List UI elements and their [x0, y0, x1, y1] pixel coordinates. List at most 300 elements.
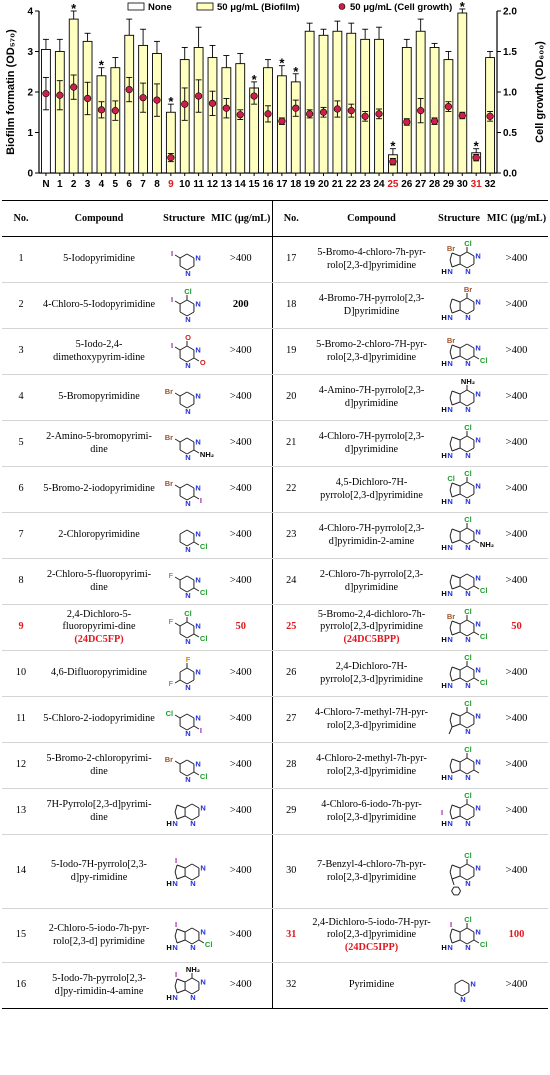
- n-atom: N: [447, 450, 453, 460]
- structure-cell: [158, 605, 210, 651]
- n-atom: N: [475, 619, 481, 628]
- pyrrole-bond: [177, 805, 185, 808]
- structure-14: [160, 850, 210, 894]
- structure-1: [160, 238, 210, 282]
- pyrrole-bond: [450, 759, 452, 766]
- substituent-pos5: I: [170, 340, 174, 350]
- x-tick-label-19: 19: [304, 179, 316, 190]
- ring-bond: [180, 622, 187, 626]
- growth-point-4: [98, 107, 105, 114]
- compound-number: 9: [2, 605, 40, 651]
- ring-bond: [187, 392, 194, 396]
- substituent-pos2: Cl: [199, 771, 208, 781]
- compound-name-cell: [310, 421, 433, 467]
- pyrrole-bond: [450, 936, 452, 943]
- ring-bond: [460, 252, 467, 256]
- pyrrole-bond: [177, 940, 185, 943]
- pyrrole-bond: [452, 876, 460, 879]
- structure-5: [160, 422, 215, 466]
- compound-number: 14: [2, 835, 40, 909]
- n-atom: N: [465, 680, 471, 690]
- n-atom: N: [185, 452, 191, 462]
- substituent-pos4: Cl: [464, 744, 472, 754]
- header-no-2: No.: [272, 201, 310, 237]
- mic-value: >400: [485, 835, 548, 909]
- mic-value: >400: [210, 375, 272, 421]
- structure-18: [435, 284, 485, 328]
- compound-name: 2-Chloro-5-fluoropyrimi-dine: [46, 569, 152, 593]
- n-atom: N: [475, 573, 481, 582]
- n-atom: N: [447, 942, 453, 952]
- x-tick-label-27: 27: [415, 179, 427, 190]
- structure-cell: [158, 963, 210, 1009]
- compound-name-cell: [40, 421, 158, 467]
- substituent-pos4: Cl: [464, 790, 472, 800]
- bar-24: [375, 39, 384, 173]
- structure-cell: [433, 963, 485, 1009]
- n-atom: N: [475, 389, 481, 398]
- substituent-pos2: NH₂: [199, 449, 215, 459]
- substituent-pos5: Br: [164, 386, 174, 396]
- compound-name-cell: [310, 329, 433, 375]
- x-tick-label-15: 15: [248, 179, 260, 190]
- ring-bond: [187, 484, 194, 488]
- compound-number: 20: [272, 375, 310, 421]
- significance-4: *: [98, 57, 104, 73]
- n-atom: N: [195, 391, 201, 400]
- substituent-pos5: I: [170, 248, 174, 258]
- bar-23: [361, 39, 370, 173]
- compound-abbreviation: (24DC5BPP): [343, 633, 400, 645]
- substituent-pos4: Cl: [184, 286, 192, 296]
- pyrrole-bond: [450, 529, 452, 536]
- n-atom: N: [195, 253, 201, 262]
- h-atom: H: [441, 312, 447, 322]
- substituent-pos2: Cl: [479, 585, 488, 595]
- bar-N: [41, 49, 50, 173]
- n-atom: N: [185, 360, 191, 370]
- x-tick-label-11: 11: [193, 179, 204, 190]
- pyrrole-bond: [177, 990, 185, 993]
- pyrrole-bond: [450, 444, 452, 451]
- n-atom: N: [195, 759, 201, 768]
- compound-number: 19: [272, 329, 310, 375]
- mic-value: >400: [485, 421, 548, 467]
- mic-value: >400: [485, 237, 548, 283]
- ring-bond: [187, 530, 194, 534]
- n-atom: N: [195, 667, 201, 676]
- growth-point-29: [445, 103, 452, 110]
- structure-cell: [158, 789, 210, 835]
- ring-bond: [180, 392, 187, 396]
- y-tick-label-left: 4: [27, 6, 33, 18]
- compound-number: 10: [2, 651, 40, 697]
- n-atom: N: [447, 542, 453, 552]
- ring-bond: [192, 864, 199, 868]
- compound-name-cell: [40, 789, 158, 835]
- mic-value: >400: [210, 835, 272, 909]
- structure-4: [160, 376, 210, 420]
- bar-22: [347, 33, 356, 173]
- structure-21: [435, 422, 485, 466]
- n-atom: N: [200, 927, 206, 936]
- n-atom: N: [475, 665, 481, 674]
- pyrrole-bond: [452, 632, 460, 635]
- ring-bond: [187, 576, 194, 580]
- x-tick-label-31: 31: [470, 179, 482, 190]
- pyrrole-bond: [452, 713, 460, 716]
- pyrrole-bond: [450, 628, 452, 635]
- table-body: [2, 237, 548, 1009]
- header-no: No.: [2, 201, 40, 237]
- table-row: [2, 789, 548, 835]
- x-tick-label-1: 1: [57, 179, 63, 190]
- growth-point-24: [376, 111, 383, 118]
- n-atom: N: [185, 268, 191, 278]
- ring-bond: [467, 620, 474, 624]
- compound-name: 2-Chloro-5-iodo-7h-pyr-rolo[2,3-d] pyrimidine: [48, 923, 150, 947]
- compound-name: 2,4-Dichloro-5-iodo-7H-pyr-rolo[2,3-d]pyrimidine: [312, 917, 431, 941]
- structure-17: [435, 238, 485, 282]
- compound-name: 4-Chloro-7H-pyrrolo[2,3-d]pyrimidine: [318, 431, 425, 455]
- bar-30: [458, 13, 467, 173]
- mic-value: >400: [210, 963, 272, 1009]
- ring-bond: [187, 438, 194, 442]
- structure-cell: [433, 789, 485, 835]
- n-atom: N: [475, 297, 481, 306]
- pyrrole-bond: [450, 299, 452, 306]
- x-tick-label-9: 9: [168, 179, 174, 190]
- substituent-pos4: Cl: [464, 652, 472, 662]
- h-atom: H: [166, 942, 172, 952]
- pyrrole-bond: [175, 812, 177, 819]
- compound-name: 2-Chloropyrimidine: [58, 529, 140, 541]
- structure-7: [160, 514, 210, 558]
- mic-value: >400: [485, 963, 548, 1009]
- substituent-p5: Br: [446, 611, 456, 621]
- ring-bond: [185, 864, 192, 868]
- structure-cell: [158, 743, 210, 789]
- h-atom: H: [441, 496, 447, 506]
- substituent-pos2: Cl: [479, 355, 488, 365]
- ring-bond: [467, 666, 474, 670]
- ring-bond: [187, 714, 194, 718]
- benzyl-ring: [452, 891, 454, 895]
- compound-number: 3: [2, 329, 40, 375]
- pyrrole-bond: [450, 391, 452, 398]
- growth-point-20: [320, 109, 327, 116]
- pyrrole-bond: [452, 391, 460, 394]
- x-tick-label-16: 16: [262, 179, 274, 190]
- bar-1: [55, 52, 64, 174]
- substituent-pos4: Cl: [464, 850, 472, 860]
- n-atom: N: [172, 942, 178, 952]
- sub-bond: [175, 761, 180, 764]
- growth-point-31: [473, 154, 480, 161]
- growth-point-32: [487, 113, 494, 120]
- n-atom: N: [460, 994, 466, 1004]
- pyrrole-bond: [450, 621, 452, 628]
- mic-value: >400: [210, 789, 272, 835]
- ring-bond: [467, 390, 474, 394]
- structure-22: [435, 468, 485, 512]
- mic-value: >400: [210, 909, 272, 963]
- compound-name-cell: [40, 909, 158, 963]
- ring-bond: [187, 300, 194, 304]
- header-compound-2: Compound: [310, 201, 433, 237]
- n-atom: N: [465, 726, 471, 736]
- growth-point-26: [403, 119, 410, 126]
- n-atom: N: [447, 312, 453, 322]
- compound-name: 5-Bromopyrimidine: [58, 391, 140, 403]
- n-atom: N: [465, 818, 471, 828]
- growth-point-25: [390, 158, 397, 165]
- pyrrole-bond: [450, 398, 452, 405]
- compound-name-cell: [40, 513, 158, 559]
- pyrrole-bond: [450, 253, 452, 260]
- ring-bond: [462, 980, 469, 984]
- substituent-pos4: F: [185, 654, 191, 664]
- n-atom: N: [465, 312, 471, 322]
- table-row: [2, 835, 548, 909]
- n-atom: N: [185, 682, 191, 692]
- x-tick-label-5: 5: [112, 179, 119, 190]
- compound-name-cell: [310, 835, 433, 909]
- table-row: [2, 421, 548, 467]
- substituent-pos6: F: [168, 678, 174, 688]
- table-row: [2, 237, 548, 283]
- pyrrole-bond: [450, 345, 452, 352]
- h-atom: H: [441, 818, 447, 828]
- pyrrole-bond: [177, 876, 185, 879]
- structure-29: [435, 790, 485, 834]
- structure-cell: [433, 697, 485, 743]
- sub-bond: [194, 542, 199, 545]
- structure-cell: [433, 421, 485, 467]
- table-row: [2, 467, 548, 513]
- substituent-pos4: Cl: [464, 514, 472, 524]
- structure-cell: [433, 237, 485, 283]
- compound-abbreviation: (24DC5IPP): [344, 941, 399, 953]
- header-structure-2: Structure: [433, 201, 485, 237]
- sub-bond: [474, 356, 479, 359]
- compound-name-cell: [310, 651, 433, 697]
- sub-bond: [194, 726, 199, 729]
- structure-cell: [433, 283, 485, 329]
- ring-bond: [467, 528, 474, 532]
- pyrrole-bond: [177, 816, 185, 819]
- compound-name-cell: [40, 329, 158, 375]
- structure-12: [160, 744, 210, 788]
- growth-point-12: [209, 100, 216, 107]
- compound-name: 4-Bromo-7H-pyrrolo[2,3-D]pyrimidine: [318, 293, 425, 317]
- structure-2: [160, 284, 210, 328]
- n-atom: N: [195, 345, 201, 354]
- pyrrole-bond: [452, 345, 460, 348]
- pyrrole-bond: [175, 929, 177, 936]
- substituent-p5: Br: [446, 243, 456, 253]
- pyrrole-bond: [452, 929, 460, 932]
- x-tick-label-2: 2: [70, 179, 77, 190]
- compound-number: 25: [272, 605, 310, 651]
- n-atom: N: [475, 711, 481, 720]
- n-atom: N: [172, 818, 178, 828]
- compound-name-cell: [40, 283, 158, 329]
- n-atom: N: [447, 266, 453, 276]
- pyrrole-bond: [452, 759, 460, 762]
- pyrrole-bond: [175, 865, 177, 872]
- mic-value: >400: [485, 513, 548, 559]
- ring-bond: [185, 978, 192, 982]
- pyrrole-bond: [450, 872, 452, 879]
- ring-bond: [460, 620, 467, 624]
- ring-bond: [467, 574, 474, 578]
- n-atom: N: [465, 266, 471, 276]
- n-atom: N: [195, 621, 201, 630]
- pyrrole-bond: [175, 936, 177, 943]
- substituent-p5: I: [450, 919, 453, 929]
- n-atom: N: [475, 527, 481, 536]
- compound-number: 27: [272, 697, 310, 743]
- n-atom: N: [475, 757, 481, 766]
- pyrrole-bond: [452, 724, 460, 727]
- x-tick-label-23: 23: [359, 179, 371, 190]
- growth-point-21: [334, 106, 341, 113]
- structure-9: [160, 606, 210, 650]
- compound-name: 5-Bromo-2-chloro-7H-pyr-rolo[2,3-d]pyrimidine: [316, 339, 427, 363]
- structure-cell: [158, 559, 210, 605]
- pyrrole-bond: [452, 940, 460, 943]
- structure-cell: [158, 329, 210, 375]
- chart-svg: [0, 0, 550, 195]
- pyrrole-bond: [175, 805, 177, 812]
- substituent-pos2: Cl: [479, 631, 488, 641]
- pyrrole-bond: [175, 986, 177, 993]
- bar-19: [305, 31, 314, 173]
- sub-bond: [194, 358, 199, 361]
- h-atom: H: [441, 680, 447, 690]
- x-tick-label-12: 12: [206, 179, 219, 190]
- compound-abbreviation: (24DC5FP): [74, 633, 124, 645]
- structure-6: [160, 468, 210, 512]
- n-atom: N: [190, 818, 196, 828]
- compound-number: 26: [272, 651, 310, 697]
- substituent-pos5: F: [168, 570, 174, 580]
- compound-number: 28: [272, 743, 310, 789]
- growth-point-N: [43, 90, 50, 97]
- significance-9: *: [168, 94, 174, 110]
- substituent-pos4: Br: [463, 284, 473, 294]
- mic-value: >400: [485, 789, 548, 835]
- h-atom: H: [441, 634, 447, 644]
- ring-bond: [460, 574, 467, 578]
- bar-6: [125, 35, 134, 173]
- ring-bond: [187, 346, 194, 350]
- pyrrole-bond: [177, 865, 185, 868]
- ring-bond: [187, 668, 194, 672]
- n-atom: N: [185, 544, 191, 554]
- legend-swatch-growth: [339, 4, 345, 10]
- x-tick-label-13: 13: [220, 179, 232, 190]
- structure-cell: [158, 467, 210, 513]
- h-atom: H: [441, 358, 447, 368]
- mic-value: >400: [485, 651, 548, 697]
- structure-20: [435, 376, 485, 420]
- pyrrole-bond: [452, 448, 460, 451]
- substituent-pos2: Cl: [199, 587, 208, 597]
- structure-30: [435, 850, 485, 894]
- structure-15: [160, 914, 213, 958]
- ring-bond: [185, 804, 192, 808]
- x-tick-label-7: 7: [140, 179, 146, 190]
- pyrrole-bond: [452, 586, 460, 589]
- sub-bond: [175, 347, 180, 350]
- mic-value: >400: [485, 743, 548, 789]
- ring-bond: [460, 864, 467, 868]
- growth-point-13: [223, 105, 230, 112]
- growth-point-9: [168, 154, 175, 161]
- compound-name-cell: [40, 651, 158, 697]
- compound-name: 5-Iodo-2,4-dimethoxypyrim-idine: [53, 339, 145, 363]
- ring-bond: [460, 436, 467, 440]
- compound-number: 30: [272, 835, 310, 909]
- ring-bond: [192, 978, 199, 982]
- compound-name-cell: [40, 467, 158, 513]
- bar-chart: [0, 0, 550, 195]
- x-tick-label-22: 22: [345, 179, 357, 190]
- h-atom: H: [441, 450, 447, 460]
- header-mic-2: MIC (μg/mL): [485, 201, 548, 237]
- table-header-row: [2, 201, 548, 237]
- n-atom: N: [185, 314, 191, 324]
- bar-28: [430, 47, 439, 173]
- pyrrole-bond: [452, 678, 460, 681]
- pyrrole-bond: [452, 805, 460, 808]
- significance-31: *: [473, 138, 479, 154]
- ring-bond: [467, 252, 474, 256]
- mic-value: 100: [485, 909, 548, 963]
- compound-name: 4-Chloro-2-methyl-7h-pyr-rolo[2,3-d]pyrimidine: [316, 753, 427, 777]
- sub-bond: [175, 577, 180, 580]
- compound-name-cell: [40, 237, 158, 283]
- ring-bond: [460, 344, 467, 348]
- y-tick-label-left: 0: [27, 168, 33, 180]
- h-atom: H: [166, 878, 172, 888]
- pyrrole-bond: [450, 260, 452, 267]
- h-atom: H: [166, 992, 172, 1002]
- bar-29: [444, 60, 453, 173]
- compound-number: 32: [272, 963, 310, 1009]
- legend-label-biofilm: 50 μg/mL (Biofilm): [217, 2, 300, 13]
- n-atom: N: [447, 634, 453, 644]
- header-structure: Structure: [158, 201, 210, 237]
- n-atom: N: [195, 437, 201, 446]
- substituent-pos2: Cl: [479, 939, 488, 949]
- sub-bond: [474, 940, 479, 943]
- significance-17: *: [279, 55, 285, 71]
- compound-name-cell: [310, 283, 433, 329]
- compound-number: 16: [2, 963, 40, 1009]
- n-atom: N: [185, 406, 191, 416]
- substituent-pos4: Cl: [184, 608, 192, 618]
- substituent-pos4: O: [185, 332, 191, 342]
- compound-table: [2, 200, 548, 1009]
- structure-cell: [158, 375, 210, 421]
- compound-number: 24: [272, 559, 310, 605]
- growth-point-19: [306, 111, 313, 118]
- structure-16: [160, 964, 210, 1008]
- mic-value: >400: [210, 329, 272, 375]
